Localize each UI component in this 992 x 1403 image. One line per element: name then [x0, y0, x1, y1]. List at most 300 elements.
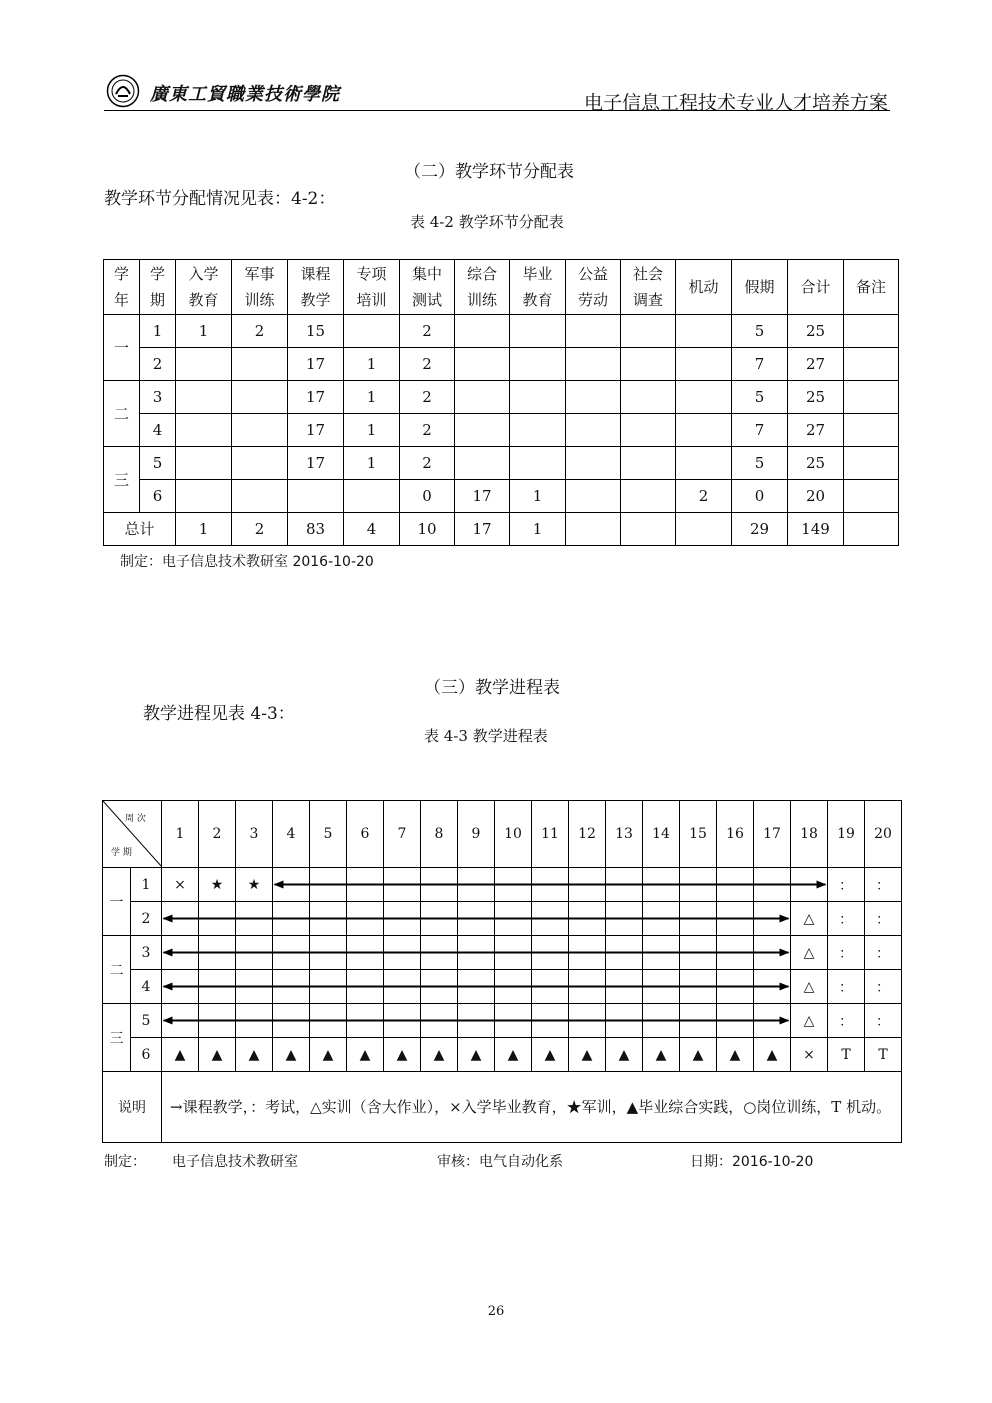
total-cell: [566, 513, 621, 546]
table-4-2-maker: 制定：电子信息技术教研室 2016-10-20: [120, 554, 374, 570]
week-cell: [347, 868, 384, 902]
header-cell: [732, 260, 788, 315]
week-cell: [643, 970, 680, 1004]
table-cell: 0: [732, 480, 788, 513]
week-cell: [643, 936, 680, 970]
section3-title: （三）教学进程表: [424, 678, 560, 698]
week-cell: [495, 902, 532, 936]
total-cell: 83: [288, 513, 344, 546]
header-text: 合计: [800, 278, 831, 296]
week-cell: [717, 970, 754, 1004]
week-cell: [310, 936, 347, 970]
table-cell: 1: [510, 480, 566, 513]
week-cell: T: [865, 1038, 902, 1072]
week-cell: [495, 970, 532, 1004]
table-cell: [621, 447, 676, 480]
table-cell: 0: [400, 480, 455, 513]
semester-cell: 1: [131, 868, 162, 902]
corner-semester-label: 学 期: [111, 848, 132, 858]
table-4-3-caption: 表 4-3 教学进程表: [424, 727, 548, 745]
table-cell: 27: [788, 414, 844, 447]
table-cell: [676, 315, 732, 348]
table-cell: [566, 348, 621, 381]
week-cell: ：: [828, 936, 865, 970]
week-cell: ▲: [606, 1038, 643, 1072]
week-header: 1: [162, 801, 199, 868]
table-cell: [455, 348, 510, 381]
header-text: 毕业: [522, 265, 553, 283]
table-cell: 1: [344, 348, 400, 381]
table-cell: [232, 348, 288, 381]
table-cell: 1: [176, 315, 232, 348]
week-cell: [532, 868, 569, 902]
week-cell: [347, 970, 384, 1004]
semester-cell: 4: [131, 970, 162, 1004]
week-cell: [680, 868, 717, 902]
table-cell: [844, 315, 899, 348]
table-cell: [344, 480, 400, 513]
total-cell: [676, 513, 732, 546]
total-cell: 17: [455, 513, 510, 546]
header-text: 期: [149, 291, 165, 309]
header-text: 备注: [855, 278, 886, 296]
week-cell: [384, 1004, 421, 1038]
header-text: 劳动: [577, 291, 608, 309]
week-cell: [273, 902, 310, 936]
table-row: [104, 414, 899, 447]
week-header: 13: [606, 801, 643, 868]
week-cell: [791, 868, 828, 902]
table-4-3-date: 日期：2016-10-20: [690, 1154, 814, 1170]
table-cell: 4: [140, 414, 176, 447]
week-cell: ★: [236, 868, 273, 902]
school-name: 廣東工貿職業技術學院: [150, 84, 340, 105]
week-cell: [273, 1004, 310, 1038]
table-cell: 25: [788, 381, 844, 414]
week-cell: [384, 970, 421, 1004]
header-row: [103, 801, 902, 868]
table-cell: 6: [140, 480, 176, 513]
table-cell: [621, 348, 676, 381]
table-cell: [455, 414, 510, 447]
table-cell: 3: [140, 381, 176, 414]
week-cell: [421, 936, 458, 970]
table-4-2-caption: 表 4-2 教学环节分配表: [410, 213, 564, 231]
week-cell: [421, 902, 458, 936]
week-cell: ▲: [680, 1038, 717, 1072]
week-cell: ▲: [347, 1038, 384, 1072]
week-cell: [532, 970, 569, 1004]
week-cell: [347, 1004, 384, 1038]
table-cell: [844, 447, 899, 480]
week-cell: [643, 902, 680, 936]
week-cell: [162, 902, 199, 936]
header-cell: [510, 260, 566, 315]
table-cell: 2: [400, 414, 455, 447]
week-cell: [347, 902, 384, 936]
week-cell: [495, 936, 532, 970]
week-cell: [458, 902, 495, 936]
table-cell: 2: [140, 348, 176, 381]
week-cell: [569, 970, 606, 1004]
table-cell: [621, 315, 676, 348]
header-text: 课程: [300, 265, 331, 283]
week-cell: [754, 936, 791, 970]
week-cell: [421, 970, 458, 1004]
week-cell: [606, 936, 643, 970]
week-cell: [569, 902, 606, 936]
week-cell: ：: [865, 936, 902, 970]
table-4-2: [103, 259, 899, 546]
header-cell: [455, 260, 510, 315]
week-cell: [495, 868, 532, 902]
total-cell: 10: [400, 513, 455, 546]
header-text: 学: [113, 265, 129, 283]
week-header: 16: [717, 801, 754, 868]
header-text: 教育: [522, 291, 553, 309]
week-cell: [199, 1004, 236, 1038]
year-cell: 一: [103, 868, 131, 936]
table-cell: 27: [788, 348, 844, 381]
header-cell: [676, 260, 732, 315]
week-cell: [273, 868, 310, 902]
header-text: 教育: [188, 291, 219, 309]
week-cell: △: [791, 936, 828, 970]
table-cell: 17: [288, 414, 344, 447]
week-cell: [717, 902, 754, 936]
table-cell: [621, 381, 676, 414]
table-cell: [455, 315, 510, 348]
week-cell: [199, 936, 236, 970]
week-cell: ：: [865, 1004, 902, 1038]
week-cell: ▲: [384, 1038, 421, 1072]
section2-intro: 教学环节分配情况见表：4-2：: [104, 189, 336, 209]
table-cell: [844, 381, 899, 414]
table-row: [104, 381, 899, 414]
header-rule: [104, 110, 890, 111]
week-header: 3: [236, 801, 273, 868]
header-text: 入学: [188, 265, 219, 283]
table-cell: [566, 315, 621, 348]
table-cell: 17: [288, 348, 344, 381]
week-header: 14: [643, 801, 680, 868]
header-text: 年: [113, 291, 129, 309]
table-cell: [510, 414, 566, 447]
week-cell: [162, 970, 199, 1004]
table-cell: [288, 480, 344, 513]
header-cell: [566, 260, 621, 315]
week-header: 9: [458, 801, 495, 868]
table-cell: 17: [288, 381, 344, 414]
header-cell: [788, 260, 844, 315]
header-text: 综合: [466, 265, 497, 283]
table-cell: 5: [140, 447, 176, 480]
header-row: [104, 260, 899, 315]
week-header: 20: [865, 801, 902, 868]
header-cell: [140, 260, 176, 315]
total-cell: 29: [732, 513, 788, 546]
week-cell: ▲: [569, 1038, 606, 1072]
table-cell: [510, 348, 566, 381]
week-cell: [717, 868, 754, 902]
year-cell: 一: [104, 315, 140, 381]
week-cell: △: [791, 902, 828, 936]
week-cell: ：: [865, 868, 902, 902]
week-header: 6: [347, 801, 384, 868]
week-cell: [384, 868, 421, 902]
header-cell: [232, 260, 288, 315]
week-cell: [458, 936, 495, 970]
week-cell: ▲: [532, 1038, 569, 1072]
table-cell: [566, 480, 621, 513]
week-cell: [236, 970, 273, 1004]
week-cell: [236, 936, 273, 970]
table-cell: 7: [732, 414, 788, 447]
total-cell: [844, 513, 899, 546]
schedule-row: [103, 936, 902, 970]
week-header: 10: [495, 801, 532, 868]
section3-intro: 教学进程见表 4-3：: [143, 704, 295, 724]
week-cell: [754, 970, 791, 1004]
schedule-row: [103, 1038, 902, 1072]
page-number: 26: [487, 1304, 505, 1319]
table-cell: 1: [344, 447, 400, 480]
table-row: [104, 447, 899, 480]
table-cell: 2: [232, 315, 288, 348]
schedule-row: [103, 1004, 902, 1038]
table-cell: 7: [732, 348, 788, 381]
week-cell: [532, 902, 569, 936]
table-cell: [232, 447, 288, 480]
week-cell: [384, 902, 421, 936]
header-text: 训练: [244, 291, 275, 309]
table-cell: [176, 348, 232, 381]
total-row: [104, 513, 899, 546]
table-cell: 17: [455, 480, 510, 513]
section2-title: （二）教学环节分配表: [404, 162, 574, 182]
year-cell: 三: [103, 1004, 131, 1072]
week-cell: [680, 1004, 717, 1038]
table-cell: 20: [788, 480, 844, 513]
table-row: [104, 315, 899, 348]
table-cell: 1: [344, 414, 400, 447]
week-cell: [606, 902, 643, 936]
table-4-3-maker-label: 制定：: [104, 1154, 146, 1170]
total-cell: 1: [176, 513, 232, 546]
table-4-3-review: 审核：电气自动化系: [437, 1154, 563, 1170]
header-text: 学: [149, 265, 165, 283]
document-title: 电子信息工程技术专业人才培养方案: [583, 92, 888, 114]
week-cell: ：: [828, 970, 865, 1004]
table-cell: [232, 381, 288, 414]
table-cell: 25: [788, 447, 844, 480]
week-header: 2: [199, 801, 236, 868]
header-text: 公益: [577, 265, 608, 283]
table-cell: [176, 447, 232, 480]
header-text: 教学: [300, 291, 331, 309]
week-header: 17: [754, 801, 791, 868]
table-cell: 2: [400, 447, 455, 480]
school-logo: [106, 74, 140, 108]
header-text: 社会: [632, 265, 663, 283]
week-cell: [569, 868, 606, 902]
week-cell: [421, 1004, 458, 1038]
header-cell: [288, 260, 344, 315]
header-cell: [176, 260, 232, 315]
week-header: 15: [680, 801, 717, 868]
week-cell: [680, 902, 717, 936]
table-cell: [566, 447, 621, 480]
week-cell: [458, 868, 495, 902]
table-cell: 15: [288, 315, 344, 348]
week-cell: [421, 868, 458, 902]
header-text: 集中: [411, 265, 442, 283]
week-cell: T: [828, 1038, 865, 1072]
week-cell: [199, 970, 236, 1004]
week-cell: [680, 970, 717, 1004]
week-cell: [717, 936, 754, 970]
week-cell: [606, 970, 643, 1004]
schedule-row: [103, 970, 902, 1004]
week-cell: [310, 902, 347, 936]
header-text: 军事: [244, 265, 275, 283]
total-cell: 2: [232, 513, 288, 546]
table-cell: [676, 348, 732, 381]
week-cell: ▲: [643, 1038, 680, 1072]
header-text: 训练: [466, 291, 497, 309]
week-cell: [569, 936, 606, 970]
header-text: 调查: [632, 291, 663, 309]
table-cell: [510, 381, 566, 414]
header-cell: [621, 260, 676, 315]
table-cell: 2: [400, 315, 455, 348]
week-cell: [384, 936, 421, 970]
week-cell: [347, 936, 384, 970]
header-text: 机动: [688, 278, 719, 296]
table-cell: 25: [788, 315, 844, 348]
table-cell: 2: [400, 381, 455, 414]
week-cell: ：: [828, 868, 865, 902]
table-cell: [232, 414, 288, 447]
total-cell: [621, 513, 676, 546]
week-cell: ▲: [236, 1038, 273, 1072]
table-cell: 5: [732, 315, 788, 348]
table-row: [104, 480, 899, 513]
week-cell: [310, 868, 347, 902]
week-cell: [569, 1004, 606, 1038]
header-text: 测试: [411, 291, 442, 309]
week-cell: [717, 1004, 754, 1038]
week-cell: ：: [865, 970, 902, 1004]
year-cell: 二: [104, 381, 140, 447]
week-cell: [199, 902, 236, 936]
week-cell: [754, 1004, 791, 1038]
table-cell: [510, 315, 566, 348]
week-cell: [273, 936, 310, 970]
corner-cell: [103, 801, 162, 868]
week-cell: [643, 1004, 680, 1038]
week-header: 19: [828, 801, 865, 868]
table-cell: [176, 480, 232, 513]
week-header: 8: [421, 801, 458, 868]
header-text: 专项: [356, 265, 387, 283]
table-cell: [844, 348, 899, 381]
week-cell: ×: [162, 868, 199, 902]
semester-cell: 3: [131, 936, 162, 970]
schedule-row: [103, 902, 902, 936]
table-cell: 1: [140, 315, 176, 348]
week-cell: [680, 936, 717, 970]
week-cell: ×: [791, 1038, 828, 1072]
week-cell: [310, 970, 347, 1004]
table-cell: [344, 315, 400, 348]
legend-label: 说明: [103, 1072, 162, 1143]
week-cell: △: [791, 970, 828, 1004]
week-cell: ▲: [495, 1038, 532, 1072]
week-cell: ▲: [754, 1038, 791, 1072]
total-label: 总计: [104, 513, 176, 546]
table-4-3-maker-value: 电子信息技术教研室: [172, 1154, 298, 1170]
legend-row: [103, 1072, 902, 1143]
week-cell: [236, 1004, 273, 1038]
year-cell: 二: [103, 936, 131, 1004]
semester-cell: 5: [131, 1004, 162, 1038]
week-header: 4: [273, 801, 310, 868]
table-cell: 17: [288, 447, 344, 480]
table-4-3: [102, 800, 902, 1143]
week-cell: [162, 936, 199, 970]
week-header: 7: [384, 801, 421, 868]
week-cell: ▲: [162, 1038, 199, 1072]
legend-text: →课程教学，：考试，△实训（含大作业），×入学毕业教育，★军训，▲毕业综合实践，○岗位训练，T 机动。: [162, 1072, 902, 1143]
week-cell: ▲: [421, 1038, 458, 1072]
table-cell: [676, 414, 732, 447]
table-cell: [621, 480, 676, 513]
total-cell: 4: [344, 513, 400, 546]
week-cell: [754, 868, 791, 902]
week-cell: [643, 868, 680, 902]
table-cell: [621, 414, 676, 447]
week-cell: [606, 1004, 643, 1038]
table-row: [104, 348, 899, 381]
header-cell: [104, 260, 140, 315]
semester-cell: 6: [131, 1038, 162, 1072]
table-cell: [566, 414, 621, 447]
week-header: 11: [532, 801, 569, 868]
week-cell: ▲: [199, 1038, 236, 1072]
table-cell: [510, 447, 566, 480]
week-cell: ▲: [717, 1038, 754, 1072]
header-cell: [844, 260, 899, 315]
week-header: 5: [310, 801, 347, 868]
table-cell: [676, 447, 732, 480]
week-cell: [273, 970, 310, 1004]
week-cell: ：: [865, 902, 902, 936]
week-header: 18: [791, 801, 828, 868]
week-cell: [606, 868, 643, 902]
table-cell: 2: [676, 480, 732, 513]
table-cell: 5: [732, 447, 788, 480]
corner-week-label: 周 次: [125, 814, 146, 824]
header-cell: [344, 260, 400, 315]
table-cell: [232, 480, 288, 513]
week-cell: ▲: [273, 1038, 310, 1072]
header-cell: [400, 260, 455, 315]
table-cell: 1: [344, 381, 400, 414]
week-cell: [236, 902, 273, 936]
week-cell: [458, 1004, 495, 1038]
table-cell: [676, 381, 732, 414]
